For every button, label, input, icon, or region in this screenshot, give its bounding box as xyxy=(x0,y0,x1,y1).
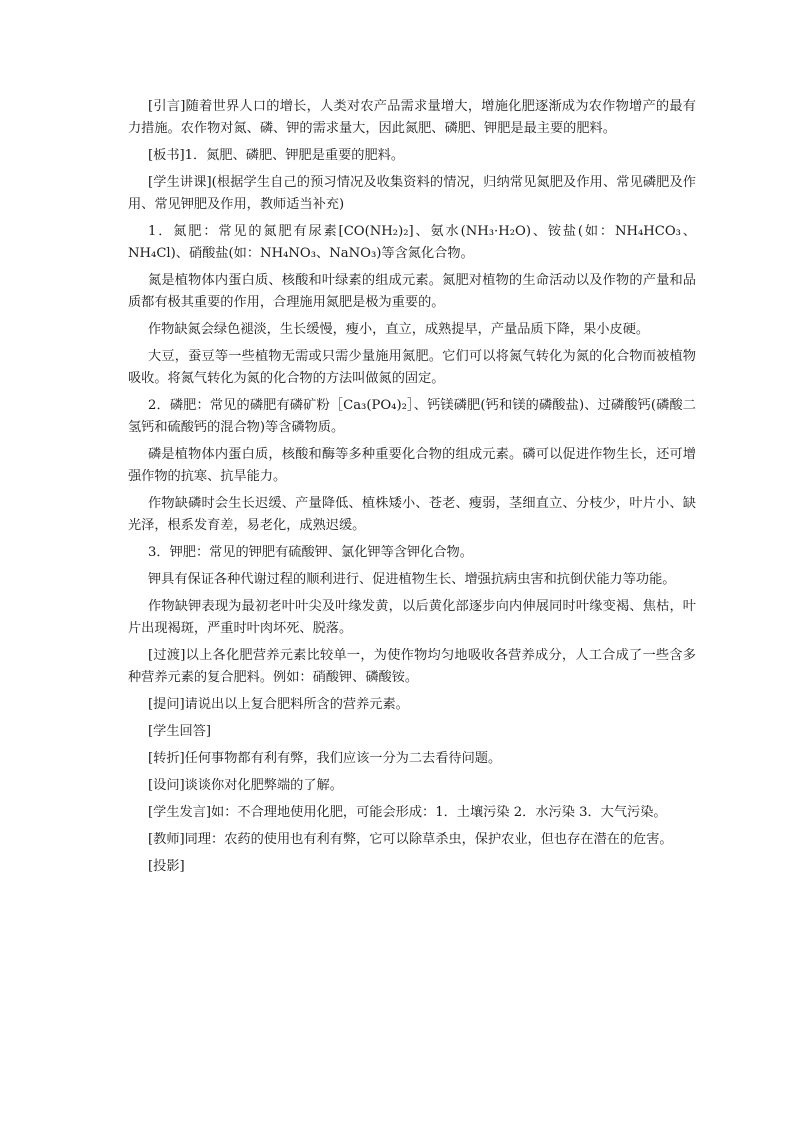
paragraph-nitrogen-fertilizer: 1．氮肥：常见的氮肥有尿素[CO(NH₂)₂]、氨水(NH₃·H₂O)、铵盐(如：NH₄HCO₃、NH₄Cl)、硝酸盐(如：NH₄NO₃、NaNO₃)等含氮化合物。 xyxy=(128,224,696,261)
paragraph-set-question: [设问]谈谈你对化肥弊端的了解。 xyxy=(148,778,343,793)
paragraph-board: [板书]1．氮肥、磷肥、钾肥是重要的肥料。 xyxy=(148,148,405,163)
paragraph-potassium-deficiency: 作物缺钾表现为最初老叶叶尖及叶缘发黄，以后黄化部逐步向内伸展同时叶缘变褐、焦枯，叶片出现褐斑，严重时叶肉坏死、脱落。 xyxy=(128,599,696,636)
paragraph-phosphate-fertilizer: 2．磷肥：常见的磷肥有磷矿粉［Ca₃(PO₄)₂］、钙镁磷肥(钙和镁的磷酸盐)、过磷酸钙(磷酸二氢钙和硫酸钙的混合物)等含磷物质。 xyxy=(128,398,696,435)
paragraph-student-answer: [学生回答] xyxy=(148,724,212,739)
paragraph-student-speech: [学生发言]如：不合理地使用化肥，可能会形成：1．土壤污染 2．水污染 3．大气污染。 xyxy=(148,805,667,820)
paragraph-intro: [引言]随着世界人口的增长，人类对农产品需求量增大，增施化肥逐渐成为农作物增产的最有力措施。农作物对氮、磷、钾的需求量大，因此氮肥、磷肥、钾肥是最主要的肥料。 xyxy=(128,99,696,136)
paragraph-turn: [转折]任何事物都有利有弊，我们应该一分为二去看待问题。 xyxy=(148,751,502,766)
paragraph-phosphorus-role: 磷是植物体内蛋白质，核酸和酶等多种重要化合物的组成元素。磷可以促进作物生长，还可增强作物的抗寒、抗旱能力。 xyxy=(128,447,696,484)
paragraph-potash-fertilizer: 3．钾肥：常见的钾肥有硫酸钾、氯化钾等含钾化合物。 xyxy=(148,545,473,560)
paragraph-transition: [过渡]以上各化肥营养元素比较单一，为使作物均匀地吸收各营养成分，人工合成了一些含多种营养元素的复合肥料。例如：硝酸钾、磷酸铵。 xyxy=(128,648,696,685)
paragraph-question: [提问]请说出以上复合肥料所含的营养元素。 xyxy=(148,697,409,712)
paragraph-potassium-role: 钾具有保证各种代谢过程的顺利进行、促进植物生长、增强抗病虫害和抗倒伏能力等功能。 xyxy=(148,572,676,587)
paragraph-nitrogen-fixation: 大豆，蚕豆等一些植物无需或只需少量施用氮肥。它们可以将氮气转化为氮的化合物而被植物吸收。将氮气转化为氮的化合物的方法叫做氮的固定。 xyxy=(128,349,696,386)
paragraph-student-lecture: [学生讲课](根据学生自己的预习情况及收集资料的情况，归纳常见氮肥及作用、常见磷肥及作用、常见钾肥及作用，教师适当补充) xyxy=(128,175,696,212)
paragraph-projection: [投影] xyxy=(148,859,185,874)
paragraph-teacher: [教师]同理：农药的使用也有利有弊，它可以除草杀虫，保护农业，但也存在潜在的危害。 xyxy=(148,832,673,847)
paragraph-phosphorus-deficiency: 作物缺磷时会生长迟缓、产量降低、植株矮小、苍老、瘦弱，茎细直立、分枝少，叶片小、缺光泽，根系发育差，易老化，成熟迟缓。 xyxy=(128,496,696,533)
paragraph-nitrogen-deficiency: 作物缺氮会绿色褪淡，生长缓慢，瘦小，直立，成熟提早，产量品质下降，果小皮硬。 xyxy=(148,322,650,337)
lesson-text xyxy=(128,96,696,883)
paragraph-nitrogen-role: 氮是植物体内蛋白质、核酸和叶绿素的组成元素。氮肥对植物的生命活动以及作物的产量和品质都有极其重要的作用，合理施用氮肥是极为重要的。 xyxy=(128,273,696,310)
